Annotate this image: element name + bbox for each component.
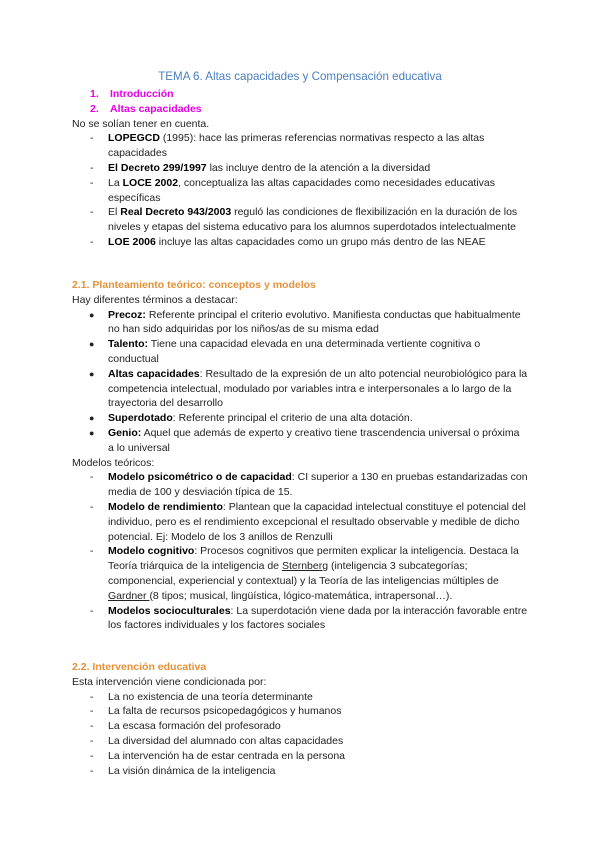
document-title: TEMA 6. Altas capacidades y Compensación educativa <box>158 70 442 83</box>
list-item: - LOPEGCD (1995): hace las primeras referencias normativas respecto a las altas capacidades <box>72 131 528 161</box>
list-item: - El Real Decreto 943/2003 reguló las condiciones de flexibilización en la duración de los niveles y etapas del sistema educativo para los alumnos superdotados intelectualmente <box>72 205 528 235</box>
toc-item-altas-capacidades[interactable]: 2. Altas capacidades <box>90 102 202 115</box>
section-2-2 <box>72 660 528 778</box>
list-item: - Modelos socioculturales: La superdotación viene dada por la interacción favorable entre los factores individuales y los factores sociales <box>72 604 528 634</box>
list-item: - La LOCE 2002, conceptualiza las altas capacidades como necesidades educativas específicas <box>72 176 528 206</box>
list-item: ● Superdotado: Referente principal el criterio de una alta dotación. <box>72 411 528 426</box>
section-lead: Esta intervención viene condicionada por: <box>72 675 267 688</box>
section-heading: 2.1. Planteamiento teórico: conceptos y modelos <box>72 279 316 291</box>
list-item: - Modelo de rendimiento: Plantean que la capacidad intelectual constituye el potencial del individuo, pero es el rendimiento excepcional el resultado observable y medible de dicho potencial. Ej: Modelo de los 3 anillos de Renzulli <box>72 500 528 544</box>
list-item: ● Talento: Tiene una capacidad elevada en una determinada vertiente cognitiva o conductual <box>72 337 528 367</box>
toc-item-introduccion[interactable]: 1. Introducción <box>90 88 174 100</box>
section-2-1 <box>72 278 528 633</box>
intro-line: No se solían tener en cuenta. <box>72 117 210 130</box>
legal-list <box>72 131 528 249</box>
list-item: ● Genio: Aquel que además de experto y creativo tiene trascendencia universal o próxima a lo universal <box>72 426 528 456</box>
list-item: ● Precoz: Referente principal el criterio evolutivo. Manifiesta conductas que habitualmente no han sido adquiridas por los niños/as de su misma edad <box>72 308 528 338</box>
gardner-link[interactable]: Gardner <box>108 589 150 602</box>
list-item: - La intervención ha de estar centrada en la persona <box>72 749 528 764</box>
conditions-list <box>72 690 528 779</box>
models-lead: Modelos teóricos: <box>72 456 155 469</box>
list-item: - La diversidad del alumnado con altas capacidades <box>72 734 528 749</box>
list-item: - La escasa formación del profesorado <box>72 719 528 734</box>
toc <box>72 87 528 250</box>
list-item: - Modelo psicométrico o de capacidad: CI superior a 130 en pruebas estandarizadas con media de 100 y desviación típica de 15. <box>72 470 528 500</box>
section-heading: 2.2. Intervención educativa <box>72 661 207 673</box>
list-item: - La no existencia de una teoría determinante <box>72 690 528 705</box>
list-item: - LOE 2006 incluye las altas capacidades como un grupo más dentro de las NEAE <box>72 235 528 250</box>
sternberg-link[interactable]: Sternberg <box>281 560 329 573</box>
models-list <box>72 470 528 633</box>
list-item: - La falta de recursos psicopedagógicos y humanos <box>72 704 528 719</box>
section-lead: Hay diferentes términos a destacar: <box>72 293 238 306</box>
list-item: ● Altas capacidades: Resultado de la expresión de un alto potencial neurobiológico para la competencia intelectual, modulado por variables intra e interpersonales a lo largo de la trayectoria del desarrollo <box>72 367 528 411</box>
list-item: - Modelo cognitivo: Procesos cognitivos que permiten explicar la inteligencia. Destaca la Teoría triárquica de la inteligencia de Sternberg (inteligencia 3 subcategorías; componencial, experiencial y contextual) y la Teoría de las inteligencias múltiples de Gardner (8 tipos; musical, lingüística, lógico-matemática, intrapersonal…). <box>72 544 528 603</box>
list-item: - La visión dinámica de la inteligencia <box>72 764 528 779</box>
list-item: - El Decreto 299/1997 las incluye dentro de la atención a la diversidad <box>72 161 528 176</box>
terms-list <box>72 308 528 456</box>
